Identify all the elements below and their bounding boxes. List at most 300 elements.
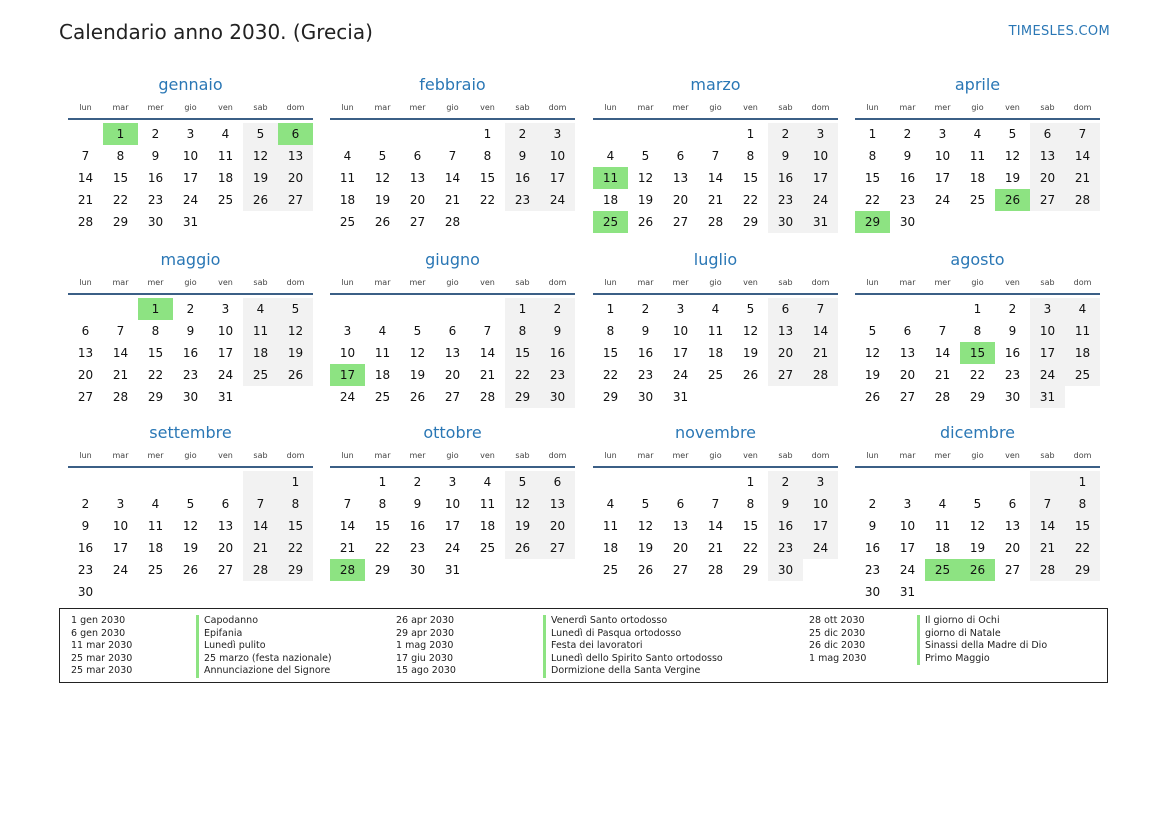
day-cell: 15 — [742, 171, 759, 185]
empty-cell — [400, 123, 435, 145]
month-agosto — [855, 248, 1100, 408]
day-cell: 9 — [641, 324, 650, 338]
day-cell: 19 — [243, 167, 278, 189]
page-title: Calendario anno 2030. (Grecia) — [59, 20, 373, 44]
day-cell: 22 — [278, 537, 313, 559]
day-cell: 9 — [903, 149, 912, 163]
empty-cell — [435, 298, 470, 320]
day-cell: 18 — [969, 171, 986, 185]
day-cell: 14 — [1065, 145, 1100, 167]
weekday-label: mar — [112, 451, 129, 460]
day-cell: 7 — [116, 324, 125, 338]
day-cell: 29 — [278, 559, 313, 581]
weekday-header — [68, 275, 313, 291]
weekday-label: mar — [637, 451, 654, 460]
day-cell: 18 — [339, 193, 356, 207]
day-cell: 17 — [1030, 342, 1065, 364]
weekday-label: mer — [672, 278, 689, 287]
day-cell: 28 — [803, 364, 838, 386]
day-cell: 6 — [540, 471, 575, 493]
day-cell: 27 — [409, 215, 426, 229]
weekday-label: sab — [778, 451, 793, 460]
day-cell: 20 — [278, 167, 313, 189]
day-cell: 20 — [1030, 167, 1065, 189]
day-cell: 28 — [1030, 559, 1065, 581]
weekday-label: gio — [971, 278, 984, 287]
day-cell: 19 — [374, 193, 391, 207]
day-cell: 5 — [186, 497, 195, 511]
day-cell: 24 — [339, 390, 356, 404]
day-cell: 4 — [483, 475, 492, 489]
day-cell: 16 — [540, 342, 575, 364]
day-cell: 19 — [409, 368, 426, 382]
day-cell: 3 — [676, 302, 685, 316]
day-cell: 10 — [934, 149, 951, 163]
day-cell: 11 — [602, 519, 619, 533]
weekday-label: gio — [184, 103, 197, 112]
day-cell: 17 — [540, 167, 575, 189]
day-cell: 22 — [479, 193, 496, 207]
weekday-label: sab — [778, 103, 793, 112]
weekday-label: lun — [866, 451, 879, 460]
weekday-label: mer — [409, 451, 426, 460]
day-cell: 11 — [147, 519, 164, 533]
holiday-dates-column — [809, 615, 866, 665]
empty-cell — [995, 471, 1030, 493]
day-cell: 5 — [378, 149, 387, 163]
day-cell: 15 — [374, 519, 391, 533]
holiday-name: Venerdì Santo ortodosso — [551, 615, 668, 626]
day-cell: 10 — [540, 145, 575, 167]
header-divider — [330, 293, 575, 295]
holiday-name: Primo Maggio — [925, 652, 990, 664]
day-cell: 17 — [934, 171, 951, 185]
day-cell: 6 — [448, 324, 457, 338]
day-cell: 27 — [278, 189, 313, 211]
holiday-name: Lunedì di Pasqua ortodosso — [551, 627, 682, 639]
month-name: febbraio — [419, 75, 486, 94]
holiday-day-cell: 17 — [330, 364, 365, 386]
day-cell: 2 — [768, 123, 803, 145]
day-cell: 2 — [641, 302, 650, 316]
day-cell: 9 — [186, 324, 195, 338]
day-cell: 2 — [151, 127, 160, 141]
weekday-label: gio — [184, 278, 197, 287]
day-cell: 9 — [151, 149, 160, 163]
day-cell: 26 — [278, 364, 313, 386]
day-cell: 4 — [243, 298, 278, 320]
day-cell: 6 — [768, 298, 803, 320]
weekday-header — [593, 448, 838, 464]
weekday-header — [593, 275, 838, 291]
day-cell: 14 — [479, 346, 496, 360]
day-cell: 2 — [768, 471, 803, 493]
day-cell: 22 — [374, 541, 391, 555]
empty-cell — [103, 298, 138, 320]
day-cell: 24 — [182, 193, 199, 207]
day-cell: 1 — [746, 127, 755, 141]
day-cell: 24 — [672, 368, 689, 382]
day-cell: 8 — [1065, 493, 1100, 515]
day-cell: 7 — [448, 149, 457, 163]
day-cell: 30 — [540, 386, 575, 408]
day-cell: 7 — [1065, 123, 1100, 145]
weekday-label: mar — [899, 451, 916, 460]
empty-cell — [925, 471, 960, 493]
day-cell: 27 — [444, 390, 461, 404]
day-cell: 21 — [803, 342, 838, 364]
weekday-label: mar — [374, 451, 391, 460]
day-cell: 20 — [672, 541, 689, 555]
weekday-label: gio — [709, 278, 722, 287]
empty-cell — [890, 471, 925, 493]
month-marzo — [593, 73, 838, 233]
day-cell: 1 — [505, 298, 540, 320]
day-cell: 3 — [540, 123, 575, 145]
header-divider — [593, 466, 838, 468]
day-cell: 4 — [378, 324, 387, 338]
empty-cell — [855, 298, 890, 320]
day-cell: 27 — [1004, 563, 1021, 577]
day-cell: 5 — [413, 324, 422, 338]
day-cell: 22 — [505, 364, 540, 386]
holiday-day-cell: 1 — [103, 123, 138, 145]
day-cell: 23 — [540, 364, 575, 386]
day-cell: 22 — [742, 193, 759, 207]
day-cell: 9 — [81, 519, 90, 533]
day-grid — [68, 298, 313, 408]
day-cell: 6 — [1030, 123, 1065, 145]
weekday-label: dom — [811, 103, 830, 112]
day-cell: 14 — [803, 320, 838, 342]
day-cell: 6 — [413, 149, 422, 163]
day-cell: 22 — [147, 368, 164, 382]
weekday-label: mar — [637, 278, 654, 287]
day-cell: 8 — [973, 324, 982, 338]
day-cell: 17 — [182, 171, 199, 185]
month-name: marzo — [690, 75, 741, 94]
day-cell: 30 — [768, 559, 803, 581]
holiday-date: 25 mar 2030 — [71, 652, 133, 664]
empty-cell — [593, 471, 628, 493]
day-cell: 12 — [1004, 149, 1021, 163]
day-cell: 3 — [116, 497, 125, 511]
month-maggio — [68, 248, 313, 408]
header-divider — [68, 293, 313, 295]
day-cell: 26 — [637, 563, 654, 577]
day-cell: 18 — [479, 519, 496, 533]
day-cell: 24 — [444, 541, 461, 555]
day-cell: 1 — [606, 302, 615, 316]
day-cell: 1 — [1065, 471, 1100, 493]
day-cell: 24 — [803, 537, 838, 559]
day-cell: 13 — [768, 320, 803, 342]
day-cell: 30 — [864, 585, 881, 599]
weekday-label: lun — [604, 451, 617, 460]
day-cell: 24 — [540, 189, 575, 211]
day-cell: 21 — [339, 541, 356, 555]
day-cell: 16 — [182, 346, 199, 360]
day-cell: 22 — [112, 193, 129, 207]
day-cell: 11 — [374, 346, 391, 360]
weekday-label: gio — [971, 451, 984, 460]
empty-cell — [663, 123, 698, 145]
day-cell: 10 — [217, 324, 234, 338]
day-cell: 23 — [768, 537, 803, 559]
weekday-header — [855, 448, 1100, 464]
empty-cell — [470, 298, 505, 320]
day-cell: 28 — [707, 215, 724, 229]
day-cell: 26 — [637, 215, 654, 229]
day-cell: 30 — [1004, 390, 1021, 404]
day-cell: 13 — [77, 346, 94, 360]
day-cell: 12 — [374, 171, 391, 185]
day-cell: 6 — [903, 324, 912, 338]
day-grid — [593, 123, 838, 233]
holiday-date: 1 mag 2030 — [809, 652, 867, 664]
weekday-label: dom — [286, 278, 305, 287]
day-cell: 11 — [707, 324, 724, 338]
holiday-date: 15 ago 2030 — [396, 665, 456, 677]
weekday-label: dom — [548, 103, 567, 112]
day-cell: 4 — [606, 149, 615, 163]
day-cell: 26 — [374, 215, 391, 229]
day-cell: 15 — [742, 519, 759, 533]
day-cell: 13 — [409, 171, 426, 185]
day-cell: 18 — [707, 346, 724, 360]
day-cell: 12 — [243, 145, 278, 167]
day-cell: 18 — [147, 541, 164, 555]
day-cell: 14 — [77, 171, 94, 185]
day-cell: 11 — [339, 171, 356, 185]
day-cell: 17 — [899, 541, 916, 555]
day-cell: 31 — [899, 585, 916, 599]
day-cell: 23 — [1004, 368, 1021, 382]
day-cell: 24 — [803, 189, 838, 211]
day-cell: 12 — [637, 519, 654, 533]
empty-cell — [365, 123, 400, 145]
empty-cell — [855, 471, 890, 493]
day-cell: 20 — [540, 515, 575, 537]
day-cell: 21 — [1030, 537, 1065, 559]
day-cell: 1 — [483, 127, 492, 141]
day-cell: 25 — [969, 193, 986, 207]
day-cell: 9 — [540, 320, 575, 342]
day-cell: 15 — [1065, 515, 1100, 537]
day-cell: 10 — [444, 497, 461, 511]
month-name: giugno — [425, 250, 480, 269]
day-cell: 7 — [711, 149, 720, 163]
day-cell: 11 — [969, 149, 986, 163]
holiday-day-cell: 11 — [593, 167, 628, 189]
day-cell: 29 — [505, 386, 540, 408]
day-cell: 4 — [1065, 298, 1100, 320]
day-cell: 19 — [505, 515, 540, 537]
day-grid — [855, 123, 1100, 233]
day-cell: 18 — [602, 193, 619, 207]
weekday-label: lun — [341, 278, 354, 287]
day-cell: 16 — [147, 171, 164, 185]
day-cell: 22 — [864, 193, 881, 207]
weekday-label: mar — [899, 278, 916, 287]
empty-cell — [68, 123, 103, 145]
empty-cell — [698, 123, 733, 145]
day-cell: 14 — [112, 346, 129, 360]
day-cell: 4 — [151, 497, 160, 511]
weekday-label: sab — [778, 278, 793, 287]
empty-cell — [663, 471, 698, 493]
month-novembre — [593, 421, 838, 581]
day-cell: 16 — [409, 519, 426, 533]
day-cell: 23 — [147, 193, 164, 207]
day-cell: 23 — [77, 563, 94, 577]
holiday-day-cell: 25 — [593, 211, 628, 233]
day-cell: 15 — [505, 342, 540, 364]
day-cell: 25 — [147, 563, 164, 577]
holiday-name: Lunedì dello Spirito Santo ortodosso — [551, 652, 723, 664]
weekday-label: mar — [899, 103, 916, 112]
day-grid — [593, 298, 838, 408]
day-cell: 15 — [147, 346, 164, 360]
day-cell: 20 — [444, 368, 461, 382]
day-cell: 28 — [243, 559, 278, 581]
header-divider — [855, 466, 1100, 468]
day-cell: 3 — [448, 475, 457, 489]
day-cell: 20 — [409, 193, 426, 207]
day-grid — [330, 298, 575, 408]
day-cell: 8 — [505, 320, 540, 342]
day-cell: 21 — [479, 368, 496, 382]
day-cell: 6 — [81, 324, 90, 338]
month-name: maggio — [160, 250, 221, 269]
day-cell: 1 — [746, 475, 755, 489]
holiday-name: Annunciazione del Signore — [204, 665, 331, 677]
day-cell: 7 — [483, 324, 492, 338]
day-cell: 27 — [540, 537, 575, 559]
day-cell: 16 — [1004, 346, 1021, 360]
day-cell: 17 — [217, 346, 234, 360]
weekday-label: sab — [1040, 103, 1055, 112]
day-cell: 27 — [768, 364, 803, 386]
day-grid — [68, 123, 313, 233]
day-cell: 21 — [112, 368, 129, 382]
weekday-label: mer — [934, 451, 951, 460]
day-cell: 4 — [973, 127, 982, 141]
day-cell: 28 — [707, 563, 724, 577]
empty-cell — [330, 123, 365, 145]
day-cell: 13 — [672, 171, 689, 185]
empty-cell — [925, 298, 960, 320]
month-ottobre — [330, 421, 575, 581]
holiday-day-cell: 25 — [925, 559, 960, 581]
day-cell: 8 — [151, 324, 160, 338]
weekday-label: lun — [604, 278, 617, 287]
weekday-header — [330, 448, 575, 464]
weekday-label: ven — [743, 278, 758, 287]
month-gennaio — [68, 73, 313, 233]
day-cell: 2 — [903, 127, 912, 141]
day-cell: 2 — [81, 497, 90, 511]
day-cell: 26 — [505, 537, 540, 559]
day-cell: 20 — [768, 342, 803, 364]
day-cell: 30 — [637, 390, 654, 404]
day-cell: 15 — [602, 346, 619, 360]
weekday-label: mer — [147, 451, 164, 460]
day-cell: 6 — [1008, 497, 1017, 511]
day-cell: 3 — [1030, 298, 1065, 320]
day-cell: 31 — [803, 211, 838, 233]
weekday-label: mer — [672, 451, 689, 460]
day-cell: 22 — [742, 541, 759, 555]
day-cell: 28 — [77, 215, 94, 229]
day-cell: 18 — [1065, 342, 1100, 364]
weekday-label: dom — [1073, 103, 1092, 112]
weekday-header — [330, 100, 575, 116]
day-cell: 28 — [1065, 189, 1100, 211]
weekday-label: dom — [1073, 451, 1092, 460]
empty-cell — [593, 123, 628, 145]
day-cell: 4 — [343, 149, 352, 163]
day-cell: 21 — [707, 541, 724, 555]
empty-cell — [243, 471, 278, 493]
day-cell: 18 — [602, 541, 619, 555]
day-cell: 23 — [409, 541, 426, 555]
holiday-list — [59, 608, 1108, 683]
empty-cell — [173, 471, 208, 493]
weekday-label: lun — [341, 103, 354, 112]
day-cell: 19 — [637, 193, 654, 207]
weekday-label: dom — [548, 451, 567, 460]
weekday-label: dom — [286, 451, 305, 460]
weekday-label: mer — [409, 278, 426, 287]
holiday-date: 28 ott 2030 — [809, 615, 865, 626]
day-cell: 17 — [112, 541, 129, 555]
empty-cell — [208, 471, 243, 493]
holiday-names-column — [543, 615, 723, 678]
empty-cell — [400, 298, 435, 320]
day-cell: 15 — [479, 171, 496, 185]
day-cell: 10 — [803, 145, 838, 167]
day-cell: 10 — [112, 519, 129, 533]
day-cell: 9 — [413, 497, 422, 511]
weekday-label: sab — [515, 451, 530, 460]
day-cell: 21 — [934, 368, 951, 382]
day-cell: 29 — [742, 563, 759, 577]
weekday-label: mar — [112, 103, 129, 112]
empty-cell — [68, 471, 103, 493]
day-cell: 7 — [81, 149, 90, 163]
brand-link[interactable]: TIMESLES.COM — [1008, 24, 1110, 39]
day-cell: 27 — [77, 390, 94, 404]
day-cell: 27 — [672, 563, 689, 577]
day-cell: 20 — [217, 541, 234, 555]
weekday-label: mer — [147, 278, 164, 287]
weekday-label: ven — [743, 103, 758, 112]
day-cell: 7 — [711, 497, 720, 511]
day-cell: 7 — [803, 298, 838, 320]
holiday-name: giorno di Natale — [925, 627, 1001, 639]
day-cell: 10 — [899, 519, 916, 533]
day-cell: 7 — [243, 493, 278, 515]
day-cell: 16 — [637, 346, 654, 360]
day-cell: 3 — [186, 127, 195, 141]
day-cell: 5 — [243, 123, 278, 145]
day-cell: 8 — [606, 324, 615, 338]
weekday-label: lun — [79, 278, 92, 287]
weekday-header — [68, 100, 313, 116]
day-cell: 1 — [378, 475, 387, 489]
day-cell: 20 — [672, 193, 689, 207]
